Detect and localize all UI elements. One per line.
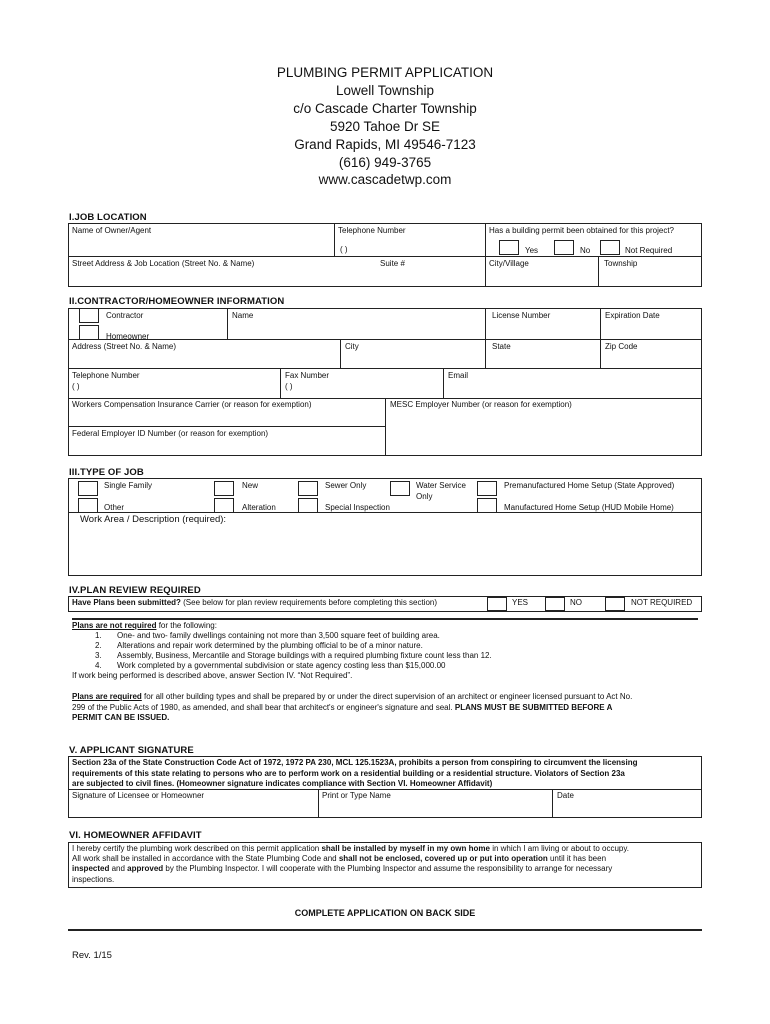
plans-submitted-question: Have Plans been submitted? (See below for plan review requirements before completing this section) bbox=[72, 598, 438, 607]
plans-no-label: NO bbox=[570, 598, 582, 607]
complete-back-side-note: COMPLETE APPLICATION ON BACK SIDE bbox=[294, 908, 476, 918]
item-3-text: Assembly, Business, Mercantile and Storage buildings with a required plumbing fixture count less than 12. bbox=[117, 651, 492, 660]
suite-field[interactable]: Suite # bbox=[380, 259, 405, 268]
divider bbox=[68, 789, 702, 790]
footer-divider bbox=[68, 929, 702, 931]
divider bbox=[552, 789, 553, 818]
sewer-only-checkbox[interactable] bbox=[298, 481, 318, 496]
sewer-only-label: Sewer Only bbox=[325, 481, 367, 490]
divider bbox=[600, 308, 601, 368]
premanufactured-home-checkbox[interactable] bbox=[477, 481, 497, 496]
contractor-zip-field[interactable]: Zip Code bbox=[605, 342, 638, 351]
street-address: 5920 Tahoe Dr SE bbox=[329, 119, 441, 134]
contractor-name-field[interactable]: Name bbox=[232, 311, 254, 320]
divider bbox=[72, 618, 698, 620]
contractor-fax-field[interactable]: ( ) bbox=[285, 382, 293, 391]
divider bbox=[227, 308, 228, 339]
section-contractor-title: II.CONTRACTOR/HOMEOWNER INFORMATION bbox=[69, 296, 285, 307]
owner-name-field[interactable]: Name of Owner/Agent bbox=[72, 226, 152, 235]
item-3-number: 3. bbox=[95, 651, 102, 660]
phone-number: (616) 949-3765 bbox=[338, 155, 432, 170]
plans-yes-checkbox[interactable] bbox=[487, 597, 507, 611]
affidavit-line-1: I hereby certify the plumbing work described on this permit application shall be installed by myself in my own home in which I am living or about to occupy. bbox=[72, 844, 629, 853]
township-name: Lowell Township bbox=[335, 83, 435, 98]
permit-yes-label: Yes bbox=[525, 246, 539, 255]
federal-employer-id-field[interactable]: Federal Employer ID Number (or reason for exemption) bbox=[72, 429, 269, 438]
water-service-label: Water Service bbox=[416, 481, 466, 490]
township-field[interactable]: Township bbox=[604, 259, 638, 268]
section-signature-title: V. APPLICANT SIGNATURE bbox=[69, 745, 194, 756]
contractor-city-field[interactable]: City bbox=[345, 342, 359, 351]
permit-no-checkbox[interactable] bbox=[554, 240, 574, 255]
mesc-employer-field[interactable]: MESC Employer Number (or reason for exemption) bbox=[390, 400, 572, 409]
plans-required-line-3: PERMIT CAN BE ISSUED. bbox=[72, 713, 170, 722]
divider bbox=[334, 223, 335, 257]
contractor-fax-label: Fax Number bbox=[285, 371, 330, 380]
contractor-state-field[interactable]: State bbox=[492, 342, 511, 351]
revision-label: Rev. 1/15 bbox=[72, 950, 112, 961]
item-2-text: Alterations and repair work determined by the plumbing official to be of a minor nature. bbox=[117, 641, 423, 650]
item-1-number: 1. bbox=[95, 631, 102, 640]
workers-comp-field[interactable]: Workers Compensation Insurance Carrier (or reason for exemption) bbox=[72, 400, 312, 409]
manufactured-home-label: Manufactured Home Setup (HUD Mobile Home) bbox=[504, 503, 674, 512]
affidavit-line-2: All work shall be installed in accordance with the State Plumbing Code and shall not be enclosed, covered up or put into operation until it has been bbox=[72, 854, 607, 863]
section-23a-line-1: Section 23a of the State Construction Code Act of 1972, 1972 PA 230, MCL 125.1523A, prohibits a person from conspiring to circumvent the licensing bbox=[72, 758, 638, 767]
building-permit-question: Has a building permit been obtained for this project? bbox=[489, 226, 674, 235]
city-state-zip: Grand Rapids, MI 49546-7123 bbox=[294, 137, 476, 152]
divider bbox=[443, 368, 444, 398]
permit-not-required-label: Not Required bbox=[625, 246, 673, 255]
license-number-field[interactable]: License Number bbox=[492, 311, 551, 320]
care-of-line: c/o Cascade Charter Township bbox=[293, 101, 477, 116]
single-family-label: Single Family bbox=[104, 481, 153, 490]
plans-not-required-heading: Plans are not required for the following: bbox=[72, 621, 217, 630]
item-4-number: 4. bbox=[95, 661, 102, 670]
section-job-location-title: I.JOB LOCATION bbox=[69, 212, 147, 223]
water-service-checkbox[interactable] bbox=[390, 481, 410, 496]
section-type-of-job-title: III.TYPE OF JOB bbox=[69, 467, 144, 478]
special-inspection-label: Special Inspection bbox=[325, 503, 390, 512]
expiration-date-field[interactable]: Expiration Date bbox=[605, 311, 660, 320]
new-checkbox[interactable] bbox=[214, 481, 234, 496]
affidavit-line-4: inspections. bbox=[72, 875, 115, 884]
divider bbox=[318, 789, 319, 818]
street-address-field[interactable]: Street Address & Job Location (Street No. & Name) bbox=[72, 259, 255, 268]
permit-yes-checkbox[interactable] bbox=[499, 240, 519, 255]
single-family-checkbox[interactable] bbox=[78, 481, 98, 496]
section-23a-line-2: requirements of this state relating to persons who are to perform work on a residential building or a residential structure. Violators of Section 23a bbox=[72, 769, 625, 778]
manufactured-home-checkbox[interactable] bbox=[477, 498, 497, 513]
alteration-checkbox[interactable] bbox=[214, 498, 234, 513]
other-label: Other bbox=[104, 503, 125, 512]
work-area-description-field[interactable]: Work Area / Description (required): bbox=[80, 514, 227, 525]
water-service-only-label: Only bbox=[416, 492, 433, 501]
divider bbox=[340, 339, 341, 368]
divider bbox=[385, 398, 386, 456]
section-plan-review-title: IV.PLAN REVIEW REQUIRED bbox=[69, 585, 201, 596]
not-required-note: If work being performed is described above, answer Section IV. “Not Required”. bbox=[72, 671, 353, 680]
plans-required-line-2: 299 of the Public Acts of 1980, as amended, and shall bear that architect's or engineer's signature and seal. PLANS MUST BE SUBMITTED BEFORE A bbox=[72, 703, 613, 712]
section-affidavit-title: VI. HOMEOWNER AFFIDAVIT bbox=[69, 830, 202, 841]
contractor-phone-field[interactable]: ( ) bbox=[72, 382, 80, 391]
divider bbox=[68, 339, 702, 340]
print-name-field[interactable]: Print or Type Name bbox=[322, 791, 391, 800]
plans-not-required-checkbox[interactable] bbox=[605, 597, 625, 611]
contractor-phone-label: Telephone Number bbox=[72, 371, 140, 380]
plans-required-line-1: Plans are required for all other building types and shall be prepared by or under the direct supervision of an architect or engineer licensed pursuant to Act No. bbox=[72, 692, 633, 701]
contractor-checkbox[interactable] bbox=[79, 308, 99, 323]
divider bbox=[280, 368, 281, 398]
affidavit-line-3: inspected and approved by the Plumbing Inspector. I will cooperate with the Plumbing Inspector and assume the responsibility to arrange for necessary bbox=[72, 864, 613, 873]
divider bbox=[68, 368, 702, 369]
item-2-number: 2. bbox=[95, 641, 102, 650]
new-label: New bbox=[242, 481, 259, 490]
plans-no-checkbox[interactable] bbox=[545, 597, 565, 611]
alteration-label: Alteration bbox=[242, 503, 276, 512]
other-checkbox[interactable] bbox=[78, 498, 98, 513]
divider bbox=[68, 426, 385, 427]
city-village-field[interactable]: City/Village bbox=[489, 259, 529, 268]
homeowner-label: Homeowner bbox=[106, 332, 150, 341]
type-of-job-box bbox=[68, 478, 702, 576]
item-4-text: Work completed by a governmental subdivision or state agency costing less than $15,000.00 bbox=[117, 661, 446, 670]
divider bbox=[485, 308, 486, 368]
premanufactured-home-label: Premanufactured Home Setup (State Approved) bbox=[504, 481, 675, 490]
item-1-text: One- and two- family dwellings containing not more than 3,500 square feet of building area. bbox=[117, 631, 440, 640]
job-phone-label: Telephone Number bbox=[338, 226, 406, 235]
form-title: PLUMBING PERMIT APPLICATION bbox=[276, 65, 494, 80]
signature-field[interactable]: Signature of Licensee or Homeowner bbox=[72, 791, 205, 800]
homeowner-checkbox[interactable] bbox=[79, 325, 99, 340]
website: www.cascadetwp.com bbox=[318, 172, 452, 187]
permit-not-required-checkbox[interactable] bbox=[600, 240, 620, 255]
contractor-email-field[interactable]: Email bbox=[448, 371, 469, 380]
contractor-label: Contractor bbox=[106, 311, 144, 320]
divider bbox=[68, 256, 702, 257]
divider bbox=[485, 223, 486, 287]
plans-not-required-label: NOT REQUIRED bbox=[631, 598, 693, 607]
job-phone-field[interactable]: ( ) bbox=[340, 245, 348, 254]
special-inspection-checkbox[interactable] bbox=[298, 498, 318, 513]
divider bbox=[598, 256, 599, 287]
permit-no-label: No bbox=[580, 246, 591, 255]
plans-yes-label: YES bbox=[512, 598, 529, 607]
signature-date-field[interactable]: Date bbox=[557, 791, 574, 800]
section-23a-line-3: are subjected to civil fines. (Homeowner signature indicates compliance with Section VI. Homeowner Affidavit) bbox=[72, 779, 493, 788]
contractor-address-field[interactable]: Address (Street No. & Name) bbox=[72, 342, 177, 351]
